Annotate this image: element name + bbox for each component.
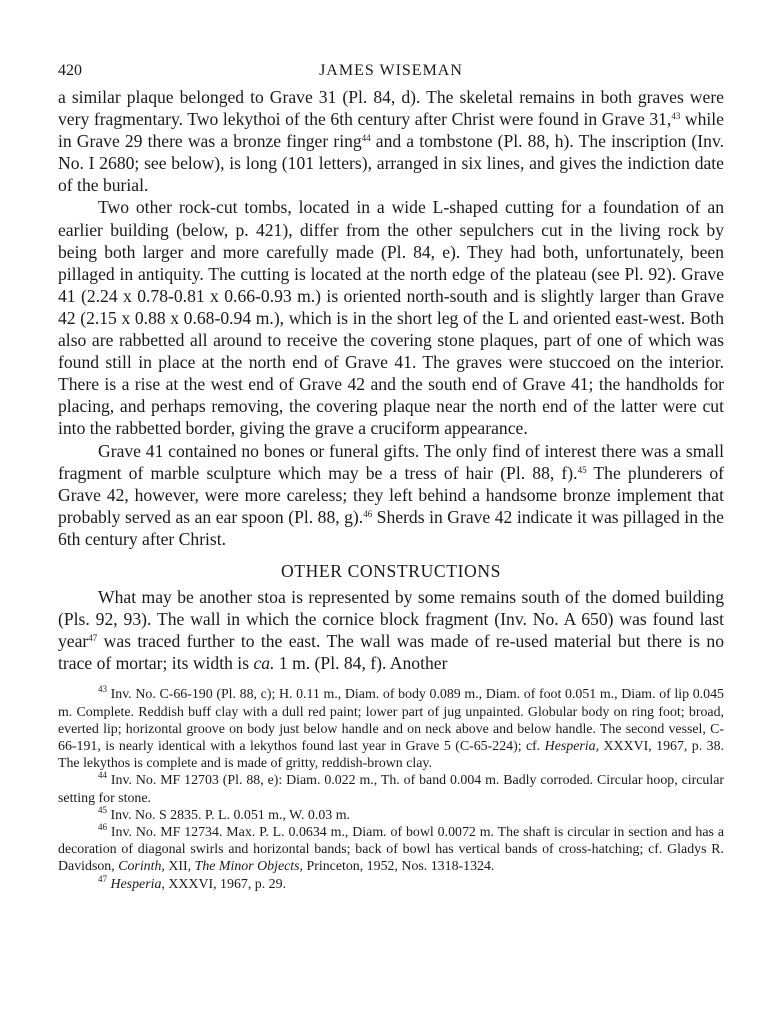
italic-text: Hesperia, xyxy=(544,738,600,754)
footnote-number: 44 xyxy=(98,770,107,781)
footnote-text: XXXVI, 1967, p. 38. The lekythos is complete and is made of gritty, reddish-brown clay. xyxy=(58,738,724,772)
footnote-text: Inv. No. C-66-190 (Pl. 88, c); H. 0.11 m., Diam. of body 0.089 m., Diam. of foot 0.051 m., Diam. of lip 0.045 m. Complete. Reddish buff clay with a dull red paint; lower part of jug unpainted. Globular body on ring foot; broad, everted lip; horizontal groove on body just below handle and on neck above and below handle. The second vessel, C-66-191, is nearly identical with a lekythos found last year in Grave 5 (C-65-224); cf. xyxy=(58,687,724,754)
italic-text: ca. xyxy=(253,653,275,674)
footnote-text: Inv. No. S 2835. P. L. 0.051 m., W. 0.03 m. xyxy=(110,807,350,823)
footnote-44 xyxy=(58,772,724,806)
footnote-number: 43 xyxy=(98,684,107,695)
footnote-ref[interactable]: 45 xyxy=(577,464,587,475)
footnote-number: 45 xyxy=(98,804,107,815)
footnote-43 xyxy=(58,686,724,772)
footnote-47 xyxy=(58,873,724,893)
footnote-ref[interactable]: 47 xyxy=(88,633,98,644)
paragraph-text: and a tombstone (Pl. 88, h). The inscription (Inv. No. I 2680; see below), is long (101 letters), arranged in six lines, and gives the indiction date of the burial. xyxy=(58,131,724,196)
footnote-number: 46 xyxy=(98,821,107,832)
footnote-text: Inv. No. MF 12703 (Pl. 88, e): Diam. 0.022 m., Th. of band 0.004 m. Badly corroded. Circular hoop, circular setting for stone. xyxy=(58,773,724,806)
footnote-ref[interactable]: 43 xyxy=(671,111,681,122)
paragraph-text: Sherds in Grave 42 indicate it was pillaged in the 6th century after Christ. xyxy=(58,506,724,549)
footnote-text: XXXVI, 1967, p. 29. xyxy=(164,876,287,892)
footnote-text: XII, xyxy=(164,859,195,875)
paragraph-1 xyxy=(58,86,724,196)
section-heading: OTHER CONSTRUCTIONS xyxy=(280,560,502,581)
paragraph-text: a similar plaque belonged to Grave 31 (Pl. 84, d). The skeletal remains in both graves were very fragmentary. Two lekythoi of the 6th century after Christ were found in Grave 31, xyxy=(58,87,724,130)
footnote-text: Inv. No. MF 12734. Max. P. L. 0.0634 m., Diam. of bowl 0.0072 m. The shaft is circular in section and has a decoration of diagonal swirls and horizontal bands; back of bowl has vertical bands of cross-hatching; cf. Gladys R. Davidson, xyxy=(58,824,724,875)
footnotes xyxy=(58,686,724,892)
footnote-46 xyxy=(58,821,724,876)
page-header xyxy=(58,56,724,86)
running-head: JAMES WISEMAN xyxy=(319,62,463,79)
footnote-45 xyxy=(58,804,724,824)
paragraph-text: The plunderers of Grave 42, however, were more careless; they left behind a handsome bronze implement that probably served as an ear spoon (Pl. 88, g). xyxy=(58,462,724,527)
body-text xyxy=(58,86,724,674)
italic-text: Corinth, xyxy=(118,859,165,875)
paragraph-text: while in Grave 29 there was a bronze finger ring xyxy=(58,109,724,152)
italic-text: Hesperia, xyxy=(110,876,165,892)
footnote-number: 47 xyxy=(98,873,107,884)
footnote-ref[interactable]: 44 xyxy=(361,133,371,144)
italic-text: The Minor Objects, xyxy=(194,859,304,875)
paragraph-4 xyxy=(58,586,724,674)
paragraph-text: 1 m. (Pl. 84, f). Another xyxy=(274,653,448,674)
paragraph-text: What may be another stoa is represented by some remains south of the domed building (Pls. 92, 93). The wall in which the cornice block fragment (Inv. No. A 650) was found last year xyxy=(58,586,724,652)
page-number: 420 xyxy=(58,62,82,79)
paragraph-text: was traced further to the east. The wall was made of re-used material but there is no trace of mortar; its width is xyxy=(58,631,724,674)
journal-page xyxy=(58,56,724,893)
footnote-ref[interactable]: 46 xyxy=(363,508,373,519)
paragraph-text: Grave 41 contained no bones or funeral gifts. The only find of interest there was a small fragment of marble sculpture which may be a tress of hair (Pl. 88, f). xyxy=(58,440,724,483)
footnote-text: Princeton, 1952, Nos. 1318-1324. xyxy=(303,859,495,875)
paragraph-3 xyxy=(58,440,724,550)
paragraph-2: Two other rock-cut tombs, located in a wide L-shaped cutting for a foundation of an earlier building (below, p. 421), differ from the other sepulchers cut in the living rock by being both larger and more carefully made (Pl. 84, e). They had both, unfortunately, been pillaged in antiquity. The cutting is located at the north edge of the plateau (see Pl. 92). Grave 41 (2.24 x 0.78-0.81 x 0.66-0.93 m.) is oriented north-south and is slightly larger than Grave 42 (2.15 x 0.88 x 0.68-0.94 m.), which is in the short leg of the L and oriented east-west. Both also are rabbetted all around to receive the covering stone plaques, part of one of which was found still in place at the north end of Grave 41. The graves were stuccoed on the interior. There is a rise at the west end of Grave 42 and the south end of Grave 41; the handholds for placing, and perhaps removing, the covering plaque near the north end of the latter were cut into the rabbetted border, giving the grave a cruciform appearance. xyxy=(58,197,724,439)
